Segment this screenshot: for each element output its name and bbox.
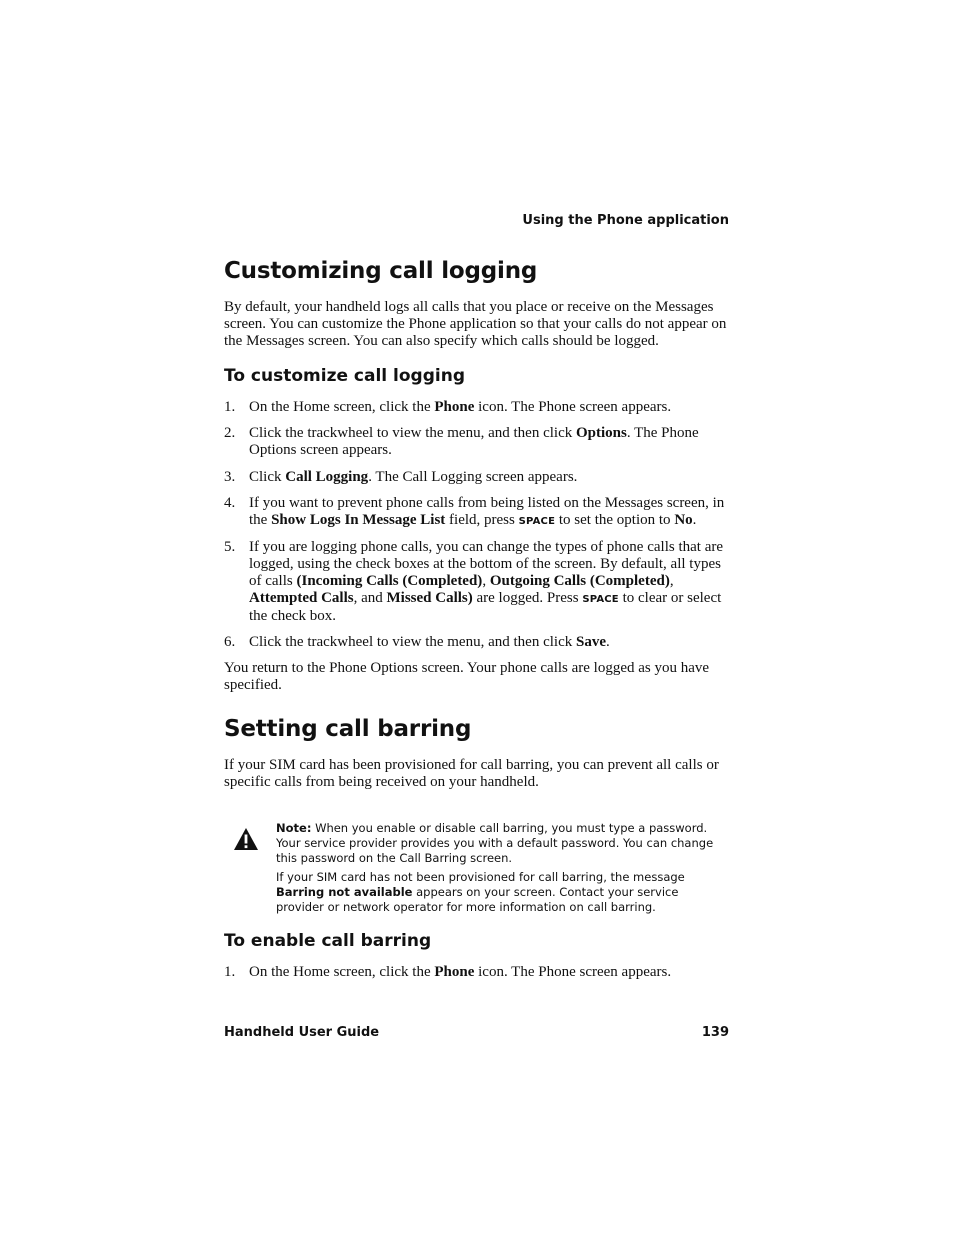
ui-term-outgoing: Outgoing Calls (Completed) xyxy=(489,573,670,589)
ui-term-phone: Phone xyxy=(434,964,475,980)
step-3-customize xyxy=(224,469,730,486)
ui-term-missed: Missed Calls) xyxy=(386,590,473,606)
note-text: When you enable or disable call barring, you must type a password. Your service provider provides you with a default password. You can change this password on the Call Barring screen. xyxy=(276,821,714,865)
step-text: Click xyxy=(249,469,286,485)
warning-icon xyxy=(233,827,259,851)
step-5-customize xyxy=(224,539,730,625)
section-title-call-barring: Setting call barring xyxy=(224,716,472,742)
step-number: 2. xyxy=(224,425,236,441)
ui-term-save: Save xyxy=(575,634,606,650)
ui-term-options: Options xyxy=(575,425,627,441)
step-text: icon. The Phone screen appears. xyxy=(474,399,672,415)
step-number: 1. xyxy=(224,399,236,415)
ui-term-incoming: (Incoming Calls (Completed) xyxy=(296,573,483,589)
step-1-enable-barring xyxy=(224,964,730,981)
key-space: SPACE xyxy=(582,594,619,605)
section-title-call-logging: Customizing call logging xyxy=(224,258,538,284)
step-2-customize xyxy=(224,425,730,459)
step-text: . xyxy=(692,512,697,528)
ui-term-attempted: Attempted Calls xyxy=(249,590,354,606)
note-paragraph-1 xyxy=(276,821,728,866)
outro-paragraph-call-logging: You return to the Phone Options screen. Your phone calls are logged as you have specified. xyxy=(224,660,710,693)
key-space: SPACE xyxy=(518,516,556,527)
step-number: 5. xyxy=(224,539,236,555)
step-4-customize xyxy=(224,495,730,530)
note-text: appears on your screen. Contact your service provider or network operator for more information on call barring. xyxy=(276,885,679,914)
step-text: Click the trackwheel to view the menu, and then click xyxy=(249,425,576,441)
page-number: 139 xyxy=(701,1025,729,1040)
step-text: , xyxy=(669,573,674,589)
step-text: On the Home screen, click the xyxy=(249,964,435,980)
ui-term-call-logging: Call Logging xyxy=(285,469,369,485)
step-text: If you are logging phone calls, you can change the types of phone calls that are logged, using the check boxes at the bottom of the screen. By default, all types of calls xyxy=(249,539,724,589)
step-text: , and xyxy=(353,590,387,606)
procedure-title-customize: To customize call logging xyxy=(224,366,465,386)
step-text: are logged. Press xyxy=(472,590,583,606)
step-text: , xyxy=(482,573,490,589)
step-number: 1. xyxy=(224,964,236,980)
footer-guide-title: Handheld User Guide xyxy=(224,1025,380,1040)
running-header: Using the Phone application xyxy=(522,213,729,228)
note-text: If your SIM card has not been provisioned for call barring, the message xyxy=(276,870,685,884)
note-label: Note: xyxy=(276,821,312,835)
step-text: Click the trackwheel to view the menu, and then click xyxy=(249,634,576,650)
intro-paragraph-call-barring: If your SIM card has been provisioned for call barring, you can prevent all calls or specific calls from being received on your handheld. xyxy=(224,757,719,790)
ui-term-show-logs: Show Logs In Message List xyxy=(271,512,446,528)
step-6-customize xyxy=(224,634,730,651)
step-text: If you want to prevent phone calls from being listed on the Messages screen, in the xyxy=(249,495,725,528)
ui-term-phone: Phone xyxy=(434,399,475,415)
step-text: icon. The Phone screen appears. xyxy=(474,964,672,980)
step-text: . The Call Logging screen appears. xyxy=(368,469,578,485)
note-paragraph-2 xyxy=(276,870,728,915)
procedure-title-enable-barring: To enable call barring xyxy=(224,931,432,951)
step-number: 6. xyxy=(224,634,236,650)
message-barring-not-available: Barring not available xyxy=(276,885,413,899)
intro-paragraph-call-logging: By default, your handheld logs all calls that you place or receive on the Messages screen. You can customize the Phone application so that your calls do not appear on the Messages screen. You can also specify which calls should be logged. xyxy=(224,299,727,349)
step-text: On the Home screen, click the xyxy=(249,399,435,415)
step-number: 4. xyxy=(224,495,236,511)
step-text: to set the option to xyxy=(555,512,675,528)
step-text: field, press xyxy=(445,512,519,528)
ui-term-no: No xyxy=(674,512,693,528)
step-1-customize xyxy=(224,399,730,416)
step-text: . xyxy=(605,634,610,650)
step-number: 3. xyxy=(224,469,236,485)
step-text: . The Phone Options screen appears. xyxy=(249,425,699,458)
step-text: to clear or select the check box. xyxy=(249,590,722,624)
